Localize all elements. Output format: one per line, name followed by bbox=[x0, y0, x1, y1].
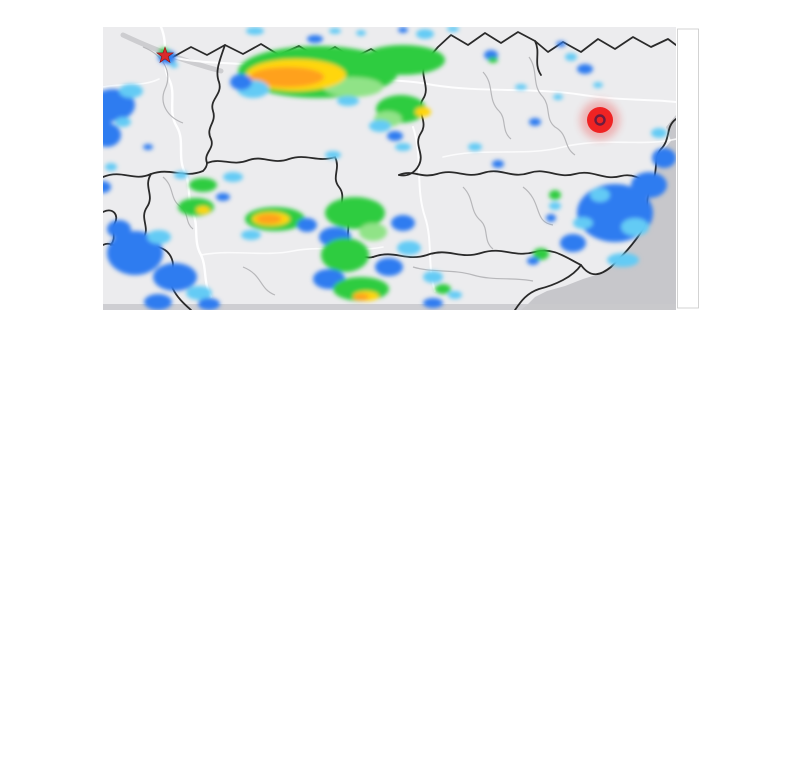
request-line bbox=[31, 315, 770, 341]
radar-map-image bbox=[103, 27, 700, 310]
issued-line bbox=[31, 348, 770, 374]
radar-site-marker bbox=[580, 100, 620, 140]
dbz-colorbar bbox=[678, 29, 699, 308]
radar-figure bbox=[103, 27, 700, 310]
